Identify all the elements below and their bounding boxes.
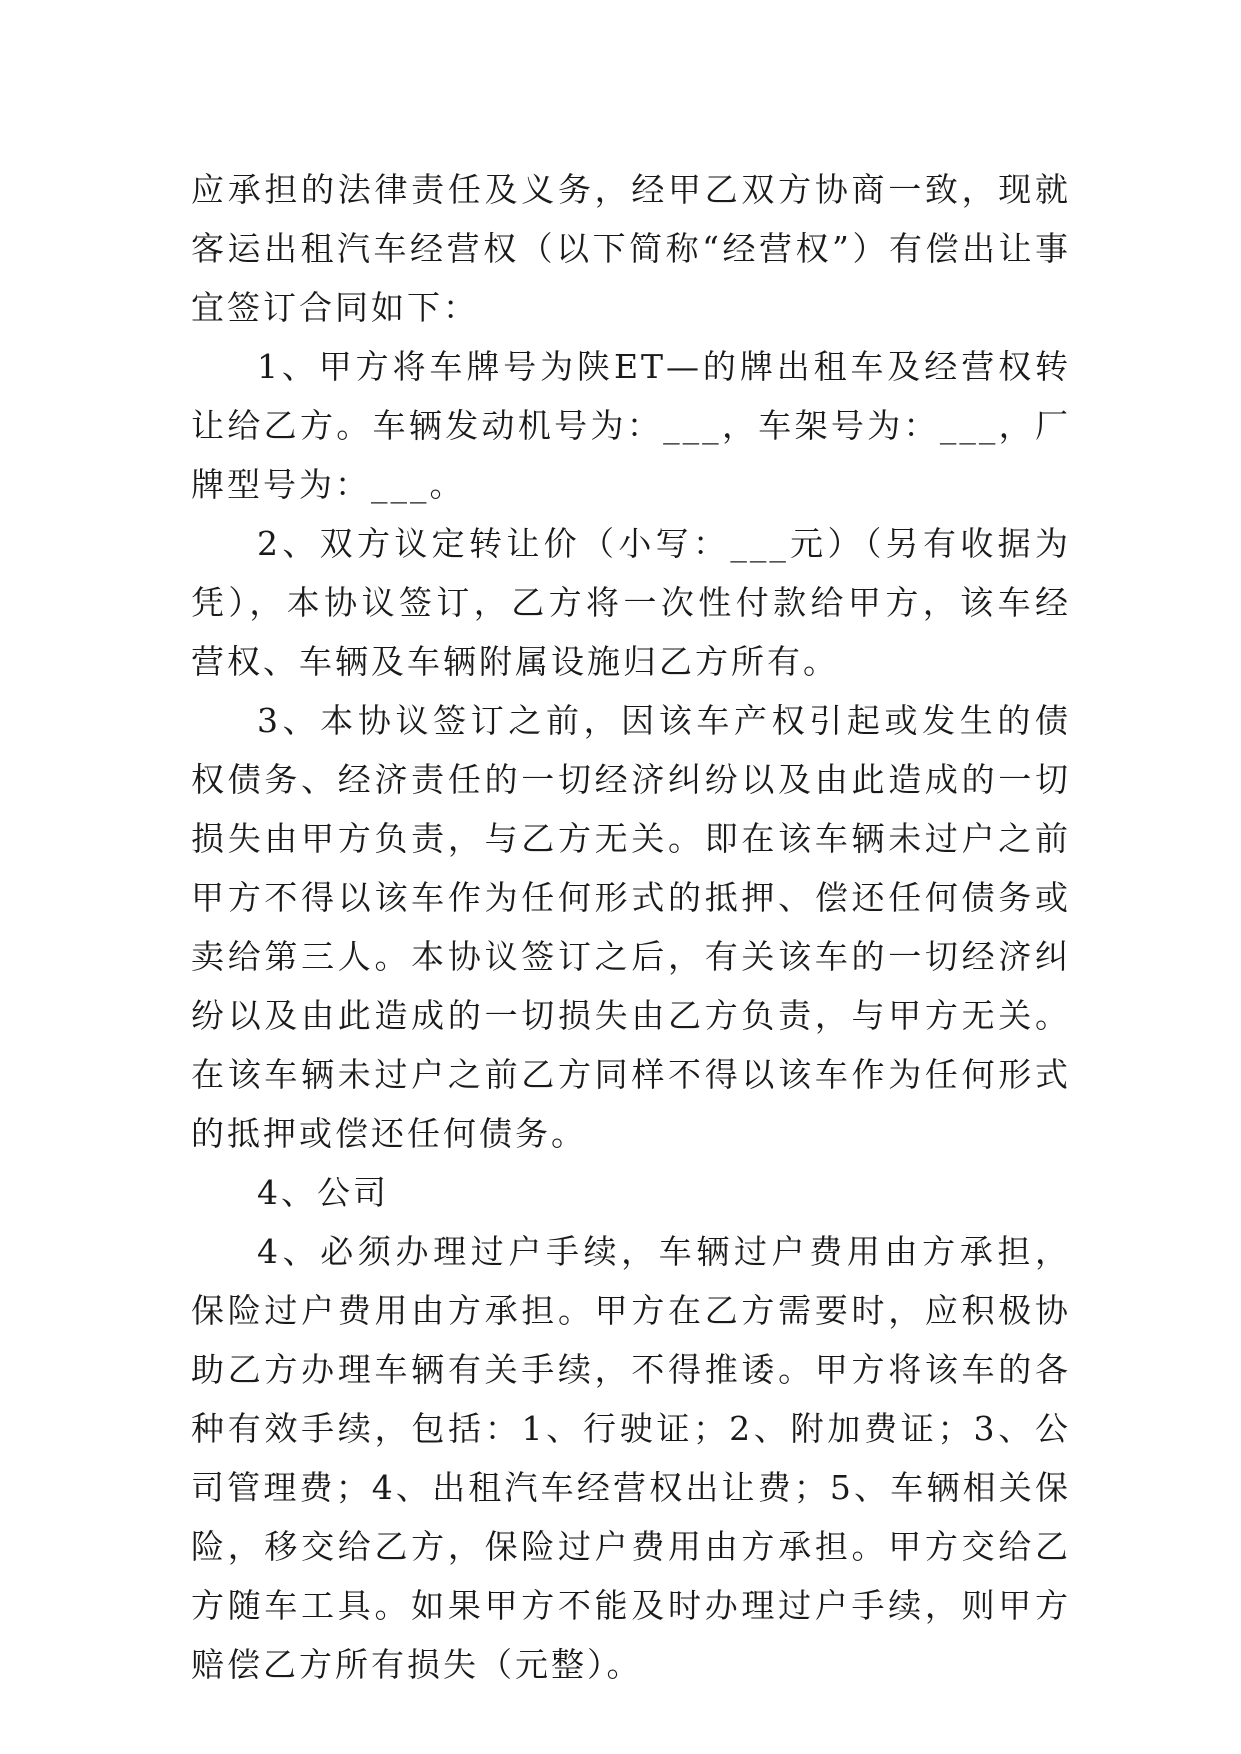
clause-3-paragraph: 3、本协议签订之前，因该车产权引起或发生的债权债务、经济责任的一切经济纠纷以及由此造成的一切损失由甲方负责，与乙方无关。即在该车辆未过户之前甲方不得以该车作为任何形式的抵押、偿还任何债务或卖给第三人。本协议签订之后，有关该车的一切经济纠纷以及由此造成的一切损失由乙方负责，与甲方无关。在该车辆未过户之前乙方同样不得以该车作为任何形式的抵押或偿还任何债务。 bbox=[191, 701, 1071, 1153]
clause-1-paragraph: 1、甲方将车牌号为陕ET—的牌出租车及经营权转让给乙方。车辆发动机号为：___，车架号为：___，厂牌型号为：___。 bbox=[191, 347, 1071, 504]
document-body bbox=[191, 160, 1071, 1694]
clause-4-paragraph: 4、必须办理过户手续，车辆过户费用由方承担，保险过户费用由方承担。甲方在乙方需要时，应积极协助乙方办理车辆有关手续，不得推诿。甲方将该车的各种有效手续，包括：1、行驶证；2、附加费证；3、公司管理费；4、出租汽车经营权出让费；5、车辆相关保险，移交给乙方，保险过户费用由方承担。甲方交给乙方随车工具。如果甲方不能及时办理过户手续，则甲方赔偿乙方所有损失（元整）。 bbox=[191, 1232, 1071, 1684]
paragraph-continuation: 应承担的法律责任及义务，经甲乙双方协商一致，现就客运出租汽车经营权（以下简称“经营权”）有偿出让事宜签订合同如下： bbox=[191, 170, 1071, 327]
clause-2-paragraph: 2、双方议定转让价（小写：___元）（另有收据为凭），本协议签订，乙方将一次性付款给甲方，该车经营权、车辆及车辆附属设施归乙方所有。 bbox=[191, 524, 1071, 681]
clause-4-heading: 4、公司 bbox=[257, 1173, 389, 1212]
